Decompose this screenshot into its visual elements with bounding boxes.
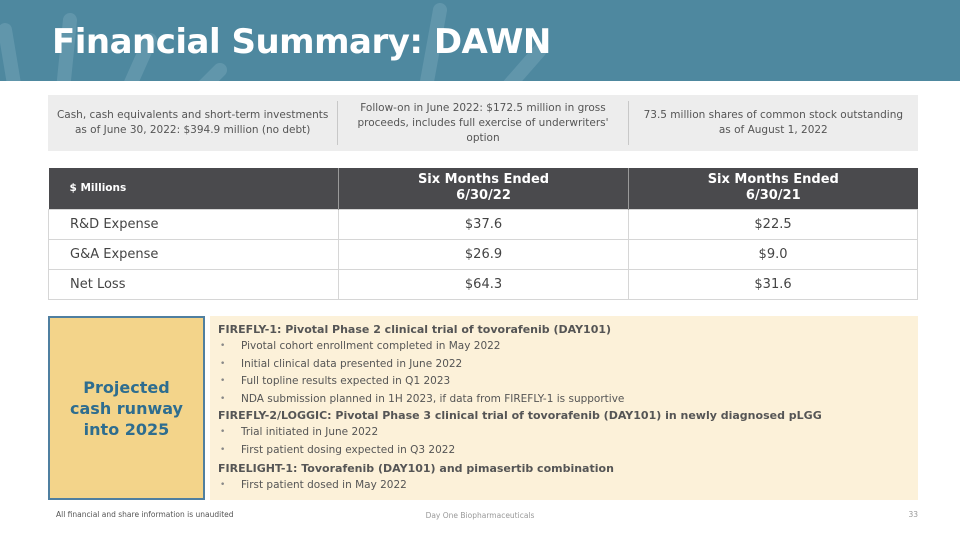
bullet-icon: • xyxy=(220,341,226,351)
bullet-text: First patient dosed in May 2022 xyxy=(241,479,407,491)
page-number: 33 xyxy=(908,510,918,519)
column-header-2021 xyxy=(629,168,918,209)
financial-table xyxy=(48,168,918,300)
column-header-2022 xyxy=(339,168,629,209)
bullet-text: Full topline results expected in Q1 2023 xyxy=(241,375,451,387)
list-item xyxy=(218,391,918,409)
table-row xyxy=(49,209,918,239)
bullet-icon: • xyxy=(220,444,226,455)
header-line: 6/30/22 xyxy=(456,188,511,204)
row-label: R&D Expense xyxy=(49,209,339,239)
header-line: Six Months Ended xyxy=(417,172,550,188)
bullet-icon: • xyxy=(220,393,226,404)
clinical-trials-panel xyxy=(210,316,918,500)
list-item xyxy=(218,477,918,495)
footer-company: Day One Biopharmaceuticals xyxy=(425,511,535,520)
cell-2021: $9.0 xyxy=(629,239,918,269)
bullet-text: First patient dosing expected in Q3 2022 xyxy=(241,443,456,456)
bullet-text: NDA submission planned in 1H 2023, if data from FIREFLY-1 is supportive xyxy=(241,392,625,405)
cell-2021: $22.5 xyxy=(629,209,918,239)
bullet-icon: • xyxy=(220,480,226,490)
fact-cash: Cash, cash equivalents and short-term investments as of June 30, 2022: $394.9 million (no debt) xyxy=(56,109,329,136)
list-item xyxy=(218,442,918,460)
table-header-row xyxy=(49,168,918,209)
bullet-icon: • xyxy=(220,358,226,369)
table-row xyxy=(49,269,918,299)
list-item xyxy=(218,356,918,374)
trial-bullets xyxy=(218,477,918,495)
list-item xyxy=(218,424,918,442)
trial-bullets xyxy=(218,338,918,408)
cell-2022: $26.9 xyxy=(339,239,629,269)
runway-line: Projected xyxy=(83,377,170,397)
table-row xyxy=(49,239,918,269)
row-label: G&A Expense xyxy=(49,239,339,269)
list-item xyxy=(218,338,918,356)
header-banner xyxy=(0,0,960,81)
row-label: Net Loss xyxy=(49,269,339,299)
cell-2021: $31.6 xyxy=(629,269,918,299)
cell-2022: $64.3 xyxy=(339,269,629,299)
bullet-icon: • xyxy=(220,376,226,386)
runway-line: cash runway xyxy=(70,398,183,418)
cell-2022: $37.6 xyxy=(339,209,629,239)
bullet-text: Pivotal cohort enrollment completed in May 2022 xyxy=(241,340,501,352)
page-title: Financial Summary: DAWN xyxy=(52,22,551,62)
column-header-millions xyxy=(49,168,339,209)
trial-title-firefly-1: FIREFLY-1: Pivotal Phase 2 clinical trial of tovorafenib (DAY101) xyxy=(218,323,612,336)
header-line: $ Millions xyxy=(69,182,127,195)
trial-title-firelight-1: FIRELIGHT-1: Tovorafenib (DAY101) and pimasertib combination xyxy=(218,462,614,475)
runway-line: into 2025 xyxy=(83,419,170,439)
footer-note: All financial and share information is unaudited xyxy=(56,510,234,519)
header-line: 6/30/21 xyxy=(745,188,801,204)
bullet-text: Initial clinical data presented in June 2022 xyxy=(241,357,463,370)
fact-follow-on: Follow-on in June 2022: $172.5 million in gross proceeds, includes full exercise of underwriters' option xyxy=(357,101,609,144)
fact-shares: 73.5 million shares of common stock outstanding as of August 1, 2022 xyxy=(643,109,904,136)
list-item xyxy=(218,373,918,391)
bullet-icon: • xyxy=(220,427,226,437)
bullet-text: Trial initiated in June 2022 xyxy=(241,426,379,438)
cash-runway-callout xyxy=(48,316,205,500)
key-facts-bar xyxy=(48,95,918,151)
header-line: Six Months Ended xyxy=(707,172,839,188)
trial-bullets xyxy=(218,424,918,459)
trial-title-firefly-2: FIREFLY-2/LOGGIC: Pivotal Phase 3 clinical trial of tovorafenib (DAY101) in newly diagnosed pLGG xyxy=(218,409,822,422)
